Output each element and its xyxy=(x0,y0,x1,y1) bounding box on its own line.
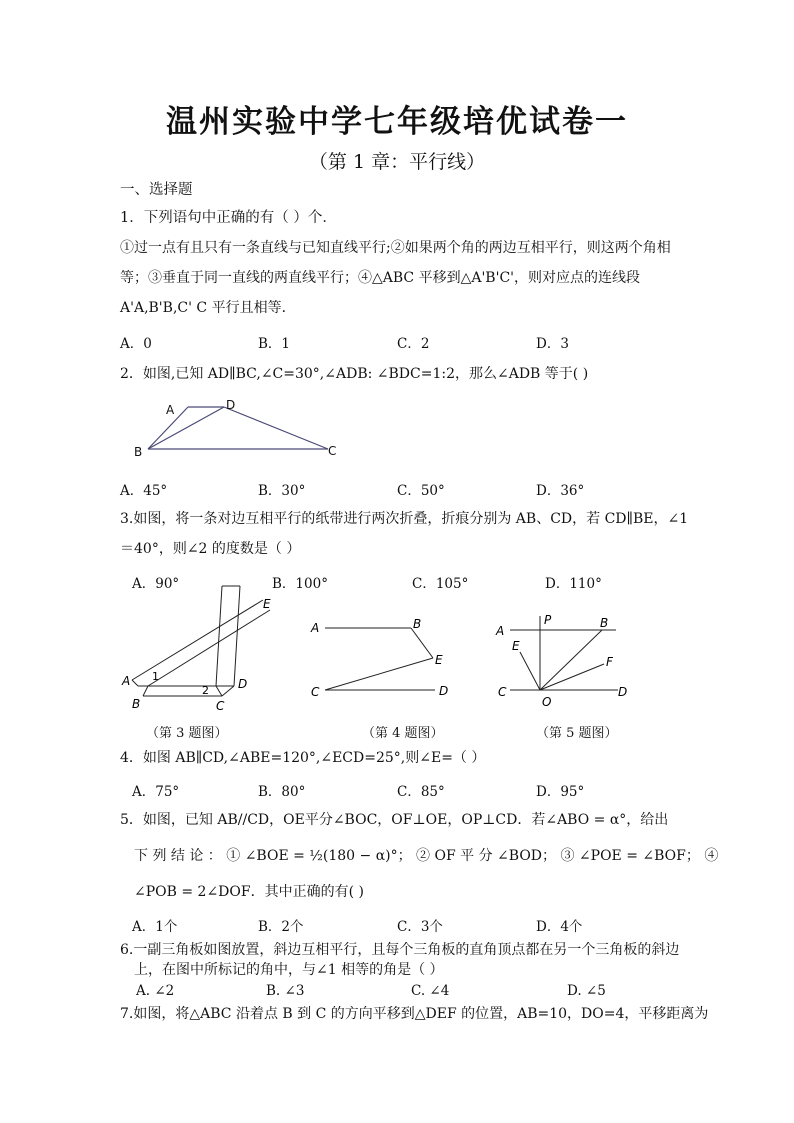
fig4-label-b: B xyxy=(413,617,422,631)
q2-label-a: A xyxy=(166,403,175,417)
fig3-caption: （第 3 题图） xyxy=(146,726,228,741)
q5-line2: 下 列 结 论 ： ① ∠BOE = ½(180 − α)°； ② OF 平 分 ∠BOD； ③ ∠POE = ∠BOF； ④ xyxy=(134,848,719,864)
fig5-label-e: E xyxy=(512,639,520,653)
q3-option-b: B．100° xyxy=(272,576,328,592)
q2-option-d: D．36° xyxy=(536,483,585,499)
q1-line2: 等；③垂直于同一直线的两直线平行；④△ABC 平移到△A'B'C'，则对应点的连线段 xyxy=(120,270,641,286)
q4-option-d: D．95° xyxy=(536,784,585,800)
q3-option-d: D．110° xyxy=(545,576,602,592)
fig4-label-a: A xyxy=(311,621,320,635)
q4-stem: 4．如图 AB∥CD,∠ABE=120°,∠ECD=25°,则∠E=（ ） xyxy=(120,750,486,766)
fig3-label-a: A xyxy=(122,674,131,688)
q3-line1: 3.如图，将一条对边互相平行的纸带进行两次折叠，折痕分别为 AB、CD，若 CD∥BE，∠1 xyxy=(120,511,689,527)
q3-option-a: A．90° xyxy=(132,576,180,592)
fig3-figure xyxy=(118,580,288,715)
fig5-label-a: A xyxy=(496,624,505,638)
page-title: 温州实验中学七年级培优试卷一 xyxy=(166,104,628,140)
q1-option-b: B．1 xyxy=(258,336,291,352)
fig5-label-p: P xyxy=(544,613,552,627)
q4-option-b: B．80° xyxy=(258,784,306,800)
q2-label-b: B xyxy=(134,445,143,459)
fig5-label-f: F xyxy=(606,655,613,669)
q3-line2: ＝40°，则∠2 的度数是（ ） xyxy=(120,541,301,557)
fig5-label-o: O xyxy=(542,695,552,709)
q1-stem: 1．下列语句中正确的有（ ）个． xyxy=(120,210,337,226)
q6-option-d: D. ∠5 xyxy=(567,983,606,999)
fig3-label-1: 1 xyxy=(152,670,159,683)
q2-figure xyxy=(128,396,348,462)
q2-label-c: C xyxy=(328,444,337,458)
q4-option-c: C．85° xyxy=(397,784,445,800)
fig4-label-c: C xyxy=(311,685,320,699)
q2-stem: 2．如图,已知 AD∥BC,∠C=30°,∠ADB: ∠BDC=1:2，那么∠ADB 等于( ) xyxy=(120,366,589,382)
fig3-label-2: 2 xyxy=(202,684,209,697)
q5-line3: ∠POB = 2∠DOF．其中正确的有( ) xyxy=(134,884,364,900)
fig5-label-c: C xyxy=(498,685,507,699)
fig5-label-d: D xyxy=(618,685,628,699)
q2-option-a: A．45° xyxy=(120,483,168,499)
fig4-figure xyxy=(305,610,465,705)
fig3-label-b: B xyxy=(132,697,141,711)
fig4-caption: （第 4 题图） xyxy=(362,726,444,741)
fig5-label-b: B xyxy=(600,616,609,630)
section-heading: 一、选择题 xyxy=(120,182,193,198)
q6-line2: 上，在图中所标记的角中，与∠1 相等的角是（ ） xyxy=(134,962,444,978)
q6-option-b: B. ∠3 xyxy=(266,983,305,999)
q5-option-b: B．2个 xyxy=(258,919,304,935)
q3-option-c: C．105° xyxy=(412,576,469,592)
q7-line1: 7.如图，将△ABC 沿着点 B 到 C 的方向平移到△DEF 的位置，AB=10，DO=4，平移距离为 xyxy=(120,1006,709,1022)
q1-option-c: C．2 xyxy=(397,336,430,352)
q1-option-a: A．0 xyxy=(120,336,152,352)
q2-option-c: C．50° xyxy=(397,483,445,499)
q2-label-d: D xyxy=(226,398,236,412)
fig3-label-c: C xyxy=(216,699,225,713)
q4-option-a: A．75° xyxy=(132,784,180,800)
fig3-label-d: D xyxy=(238,677,248,691)
q5-line1: 5．如图，已知 AB//CD，OE平分∠BOC，OF⊥OE，OP⊥CD．若∠ABO = α°，给出 xyxy=(120,812,669,828)
q1-option-d: D．3 xyxy=(536,336,569,352)
q6-line1: 6.一副三角板如图放置，斜边互相平行，且每个三角板的直角顶点都在另一个三角板的斜边 xyxy=(120,942,680,958)
q1-line1: ①过一点有且只有一条直线与已知直线平行;②如果两个角的两边互相平行，则这两个角相 xyxy=(120,240,671,256)
fig3-label-e: E xyxy=(263,597,271,611)
q1-line3: A'A,B'B,C' C 平行且相等． xyxy=(120,300,296,316)
q2-option-b: B．30° xyxy=(258,483,306,499)
q5-option-d: D．4个 xyxy=(536,919,583,935)
fig5-caption: （第 5 题图） xyxy=(536,726,618,741)
q6-option-c: C. ∠4 xyxy=(411,983,450,999)
q5-option-c: C．3个 xyxy=(397,919,443,935)
fig4-label-d: D xyxy=(439,684,449,698)
fig4-label-e: E xyxy=(435,653,443,667)
q6-option-a: A. ∠2 xyxy=(136,983,175,999)
q5-option-a: A．1个 xyxy=(132,919,178,935)
page-subtitle: （第 1 章：平行线） xyxy=(308,151,486,173)
fig5-figure xyxy=(490,610,640,710)
